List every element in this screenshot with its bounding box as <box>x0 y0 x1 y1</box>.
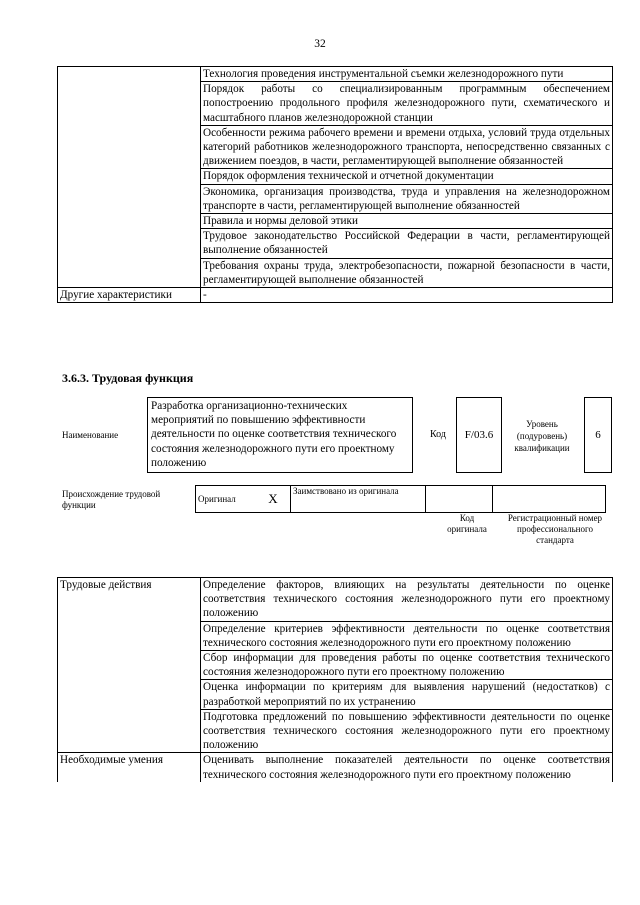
origin-table <box>195 485 606 513</box>
code-label: Код <box>430 429 446 440</box>
name-label: Наименование <box>62 430 119 440</box>
knowledge-table <box>57 66 613 303</box>
borrowed-label: Заимствовано из оригинала <box>291 486 426 513</box>
origin-label: Происхождение трудовой функции <box>62 489 161 510</box>
other-characteristics-label: Другие характеристики <box>58 288 201 303</box>
level-label: Уровень (подуровень) квалификации <box>514 419 570 453</box>
action-item: Подготовка предложений по повышению эффективности деятельности по оценке соответствия технического состояния железнодорожного пути его проектному положению <box>201 709 613 753</box>
other-characteristics-value: - <box>201 288 613 303</box>
action-item: Оценка информации по критериям для выявления нарушений (недостатков) с разработкой мероприятий по их устранению <box>201 680 613 709</box>
action-item: Определение критериев эффективности деятельности по оценке соответствия технического состояния железнодорожного пути его проектному положению <box>201 621 613 650</box>
knowledge-item: Требования охраны труда, электробезопасности, пожарной безопасности в части, регламентирующей выполнение обязанностей <box>201 258 613 287</box>
skill-item: Оценивать выполнение показателей деятельности по оценке соответствия технического состояния железнодорожного пути его проектному положению <box>201 753 613 782</box>
level-box: 6 <box>584 397 612 473</box>
knowledge-label-cell <box>58 67 201 288</box>
registration-number-cell <box>493 486 606 513</box>
action-item: Сбор информации для проведения работы по оценке соответствия технического состояния железнодорожного пути его проектному положению <box>201 651 613 680</box>
skills-label: Необходимые умения <box>58 753 201 782</box>
knowledge-item: Особенности режима рабочего времени и времени отдыха, условий труда отдельных категорий работников железнодорожного транспорта, непосредственно связанных с движением поездов, в части, регламентирующей выполнение обязанностей <box>201 125 613 169</box>
page-number: 32 <box>314 38 326 50</box>
function-name-box: Разработка организационно-технических мероприятий по повышению эффективности деятельности по оценке соответствия технического состояния железнодорожного пути его проектному положению <box>147 397 413 473</box>
original-code-caption: Код оригинала <box>447 513 487 534</box>
actions-label: Трудовые действия <box>58 578 201 753</box>
knowledge-item: Порядок оформления технической и отчетной документации <box>201 169 613 184</box>
action-item: Определение факторов, влияющих на результаты деятельности по оценке соответствия технического состояния железнодорожного пути его проектному положению <box>201 578 613 622</box>
actions-table <box>57 577 613 782</box>
knowledge-item: Экономика, организация производства, труда и управления на железнодорожном транспорте в части, регламентирующей выполнение обязанностей <box>201 184 613 213</box>
original-code-cell <box>426 486 493 513</box>
knowledge-item: Порядок работы со специализированным программным обеспечением попостроению продольного профиля железнодорожного пути, схематического и масштабного планов железнодорожной станции <box>201 82 613 126</box>
knowledge-item: Трудовое законодательство Российской Федерации в части, регламентирующей выполнение обязанностей <box>201 229 613 258</box>
section-heading: 3.6.3. Трудовая функция <box>62 371 194 385</box>
knowledge-item: Правила и нормы деловой этики <box>201 214 613 229</box>
original-mark: X <box>256 486 291 513</box>
code-box: F/03.6 <box>456 397 502 473</box>
original-label: Оригинал <box>196 486 257 513</box>
registration-number-caption: Регистрационный номер профессионального стандарта <box>507 513 603 545</box>
knowledge-item: Технология проведения инструментальной съемки железнодорожного пути <box>201 67 613 82</box>
